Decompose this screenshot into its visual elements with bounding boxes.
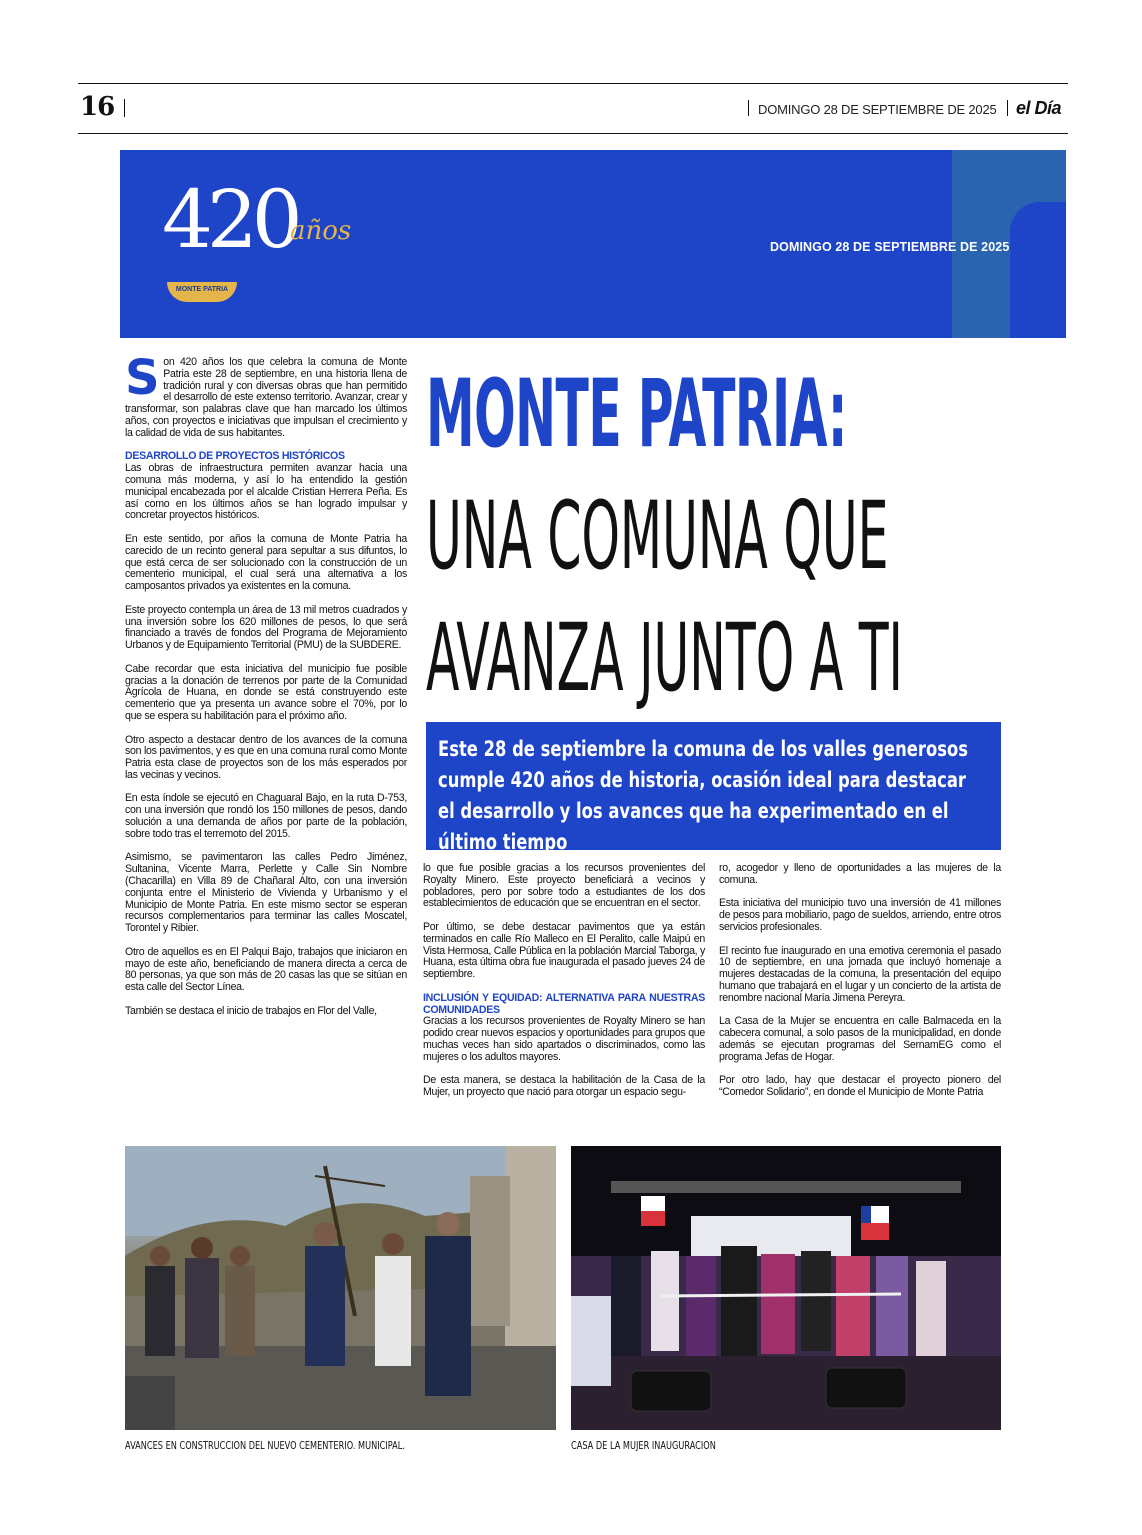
paragraph: Gracias a los recursos provenientes de Royalty Minero se han podido crear nuevos espacios y oportunidades para grupos que muchas veces han sido apartados o discriminados, como las mujeres o los adultos mayores. xyxy=(423,1015,705,1063)
paragraph: lo que fue posible gracias a los recursos provenientes del Royalty Minero. Este proyecto beneficiará a vecinos y pobladores, pero por sobre todo a estudiantes de los dos establecimientos de educación que se encuentran en el sector. xyxy=(423,862,705,910)
page-number: 16 xyxy=(80,92,115,122)
header-separator xyxy=(124,99,125,117)
paragraph: Asimismo, se pavimentaron las calles Pedro Jiménez, Sultanina, Vicente Marra, Perlette y Calle Sin Nombre (Chacarilla) en Villa 89 de Chañaral Alto, con una inversión conjunta entre el Ministerio de Vivienda y Urbanismo y el Municipio de Monte Patria. En este mismo sector se esperan recursos complementarios para terminar las calles Moscatel, Torontel y Ribier. xyxy=(125,851,407,935)
paragraph: La Casa de la Mujer se encuentra en calle Balmaceda en la cabecera comunal, a solo pasos de la municipalidad, en donde además se ejecutan programas del SernamEG como el programa Jefas de Hogar. xyxy=(719,1015,1001,1063)
paragraph: Esta iniciativa del municipio tuvo una inversión de 41 millones de pesos para mobiliario, pago de sueldos, arriendo, entre otros servicios profesionales. xyxy=(719,897,1001,933)
deck-box xyxy=(426,722,1001,854)
banner-decoration xyxy=(1010,202,1066,338)
paragraph: Por otro lado, hay que destacar el proyecto pionero del “Comedor Solidario”, en donde el Municipio de Monte Patria xyxy=(719,1074,1001,1099)
banner-date: DOMINGO 28 DE SEPTIEMBRE DE 2025 xyxy=(770,240,1010,254)
article-column-2 xyxy=(423,863,705,1111)
headline-line-3: AVANZA JUNTO A TI xyxy=(426,604,903,713)
logo-anos: años xyxy=(290,216,352,246)
subheading: DESARROLLO DE PROYECTOS HISTÓRICOS xyxy=(125,450,345,463)
photo-cemetery-scene xyxy=(125,1146,556,1430)
header-bottom-rule xyxy=(78,133,1068,134)
paragraph: También se destaca el inicio de trabajos en Flor del Valle, xyxy=(125,1004,377,1017)
paragraph: Cabe recordar que esta iniciativa del municipio fue posible gracias a la donación de terrenos por parte de la Comunidad Agrícola de Huana, en donde se está construyendo este cementerio que ya presenta un avance sobre el 70%, por lo que se espera su habilitación para el próximo año. xyxy=(125,662,407,722)
header-top-rule xyxy=(78,83,1068,84)
newspaper-brand: el Día xyxy=(1016,98,1062,118)
header-separator xyxy=(748,100,749,116)
photo-caption-1: AVANCES EN CONSTRUCCION DEL NUEVO CEMENTERIO. MUNICIPAL. xyxy=(125,1440,405,1452)
paragraph: En esta índole se ejecutó en Chaguaral Bajo, en la ruta D-753, con una inversión que rondó los 150 millones de pesos, dando solución a una demanda de años por parte de la población, sobre todo tras el terremoto del 2015. xyxy=(125,792,407,840)
paragraph: Este proyecto contempla un área de 13 mil metros cuadrados y una inversión sobre los 620 millones de pesos, lo que será financiado a través de fondos del Programa de Mejoramiento Urbanos y de Equipamiento Territorial (PMU) de la SUBDERE. xyxy=(125,603,407,652)
logo-ribbon: MONTE PATRIA xyxy=(167,282,237,302)
paragraph: ro, acogedor y lleno de oportunidades a las mujeres de la comuna. xyxy=(719,862,1001,886)
header-date: DOMINGO 28 DE SEPTIEMBRE DE 2025 xyxy=(758,102,997,117)
photo-casa-mujer-inauguration xyxy=(571,1146,1001,1430)
paragraph: El recinto fue inaugurado en una emotiva ceremonia el pasado 10 de septiembre, en una jornada que incluyó homenaje a mujeres destacadas de la comuna, la presentación del equipo humano que trabajará en el lugar y un concierto de la artista de renombre nacional María Jimena Pereyra. xyxy=(719,944,1001,1004)
photo-cemetery-construction xyxy=(125,1146,556,1430)
header-separator xyxy=(1007,100,1008,116)
drop-cap: S xyxy=(125,350,160,406)
paragraph: De esta manera, se destaca la habilitación de la Casa de la Mujer, un proyecto que nació para otorgar un espacio segu- xyxy=(423,1074,705,1099)
deck-text: Este 28 de septiembre la comuna de los valles generosos cumple 420 años de historia, ocasión ideal para destacar el desarrollo y los avances que ha experimentado en el último tiempo xyxy=(438,737,968,854)
article-column-3 xyxy=(719,863,1001,1111)
subheading: INCLUSIÓN Y EQUIDAD: ALTERNATIVA PARA NUESTRAS COMUNIDADES xyxy=(423,991,705,1016)
anniversary-banner xyxy=(120,150,1066,338)
headline-line-1: MONTE PATRIA: xyxy=(426,360,847,469)
paragraph: En este sentido, por años la comuna de Monte Patria ha carecido de un recinto general para sepultar a sus difuntos, lo que está cerca de ser solucionado con la construcción de un cementerio municipal, el cual será una alternativa a los camposantos privados ya existentes en la comuna. xyxy=(125,532,407,593)
paragraph: Por último, se debe destacar pavimentos que ya están terminados en calle Río Malleco en El Peralito, calle Maipú en Vista Hermosa, Calle Pública en la población Marcial Taborga, y Huana, esta última obra fue inaugurada el pasado jueves 24 de septiembre. xyxy=(423,920,705,981)
photo-inauguration-scene xyxy=(571,1146,1001,1430)
logo-420: 420 xyxy=(162,173,297,266)
article-column-1 xyxy=(125,350,407,1029)
photo-caption-2: CASA DE LA MUJER INAUGURACION xyxy=(571,1440,716,1452)
intro-paragraph: on 420 años los que celebra la comuna de Monte Patria este 28 de septiembre, en una historia llena de tradición rural y con diversas obras que han permitido el desarrollo de este extenso territorio. Avanzar, crear y transformar, son palabras clave que han marcado los últimos años, con proyectos e iniciativas que impulsan el crecimiento y la calidad de vida de sus habitantes. xyxy=(125,356,407,439)
paragraph: Las obras de infraestructura permiten avanzar hacia una comuna más moderna, y así lo ha entendido la gestión municipal encabezada por el alcalde Cristian Herrera Peña. Es así como en los últimos años se han logrado impulsar y concretar proyectos históricos. xyxy=(125,462,407,522)
headline-line-2: UNA COMUNA QUE xyxy=(426,482,889,591)
paragraph: Otro aspecto a destacar dentro de los avances de la comuna son los pavimentos, y es que en una comuna rural como Monte Patria esta clase de proyectos son de los más esperados por las vecinas y vecinos. xyxy=(125,733,407,781)
paragraph: Otro de aquellos es en El Palqui Bajo, trabajos que iniciaron en mayo de este año, beneficiando de manera directa a cerca de 80 personas, ya que son más de 20 casas las que se sitúan en esta calle del Sector Línea. xyxy=(125,945,407,994)
